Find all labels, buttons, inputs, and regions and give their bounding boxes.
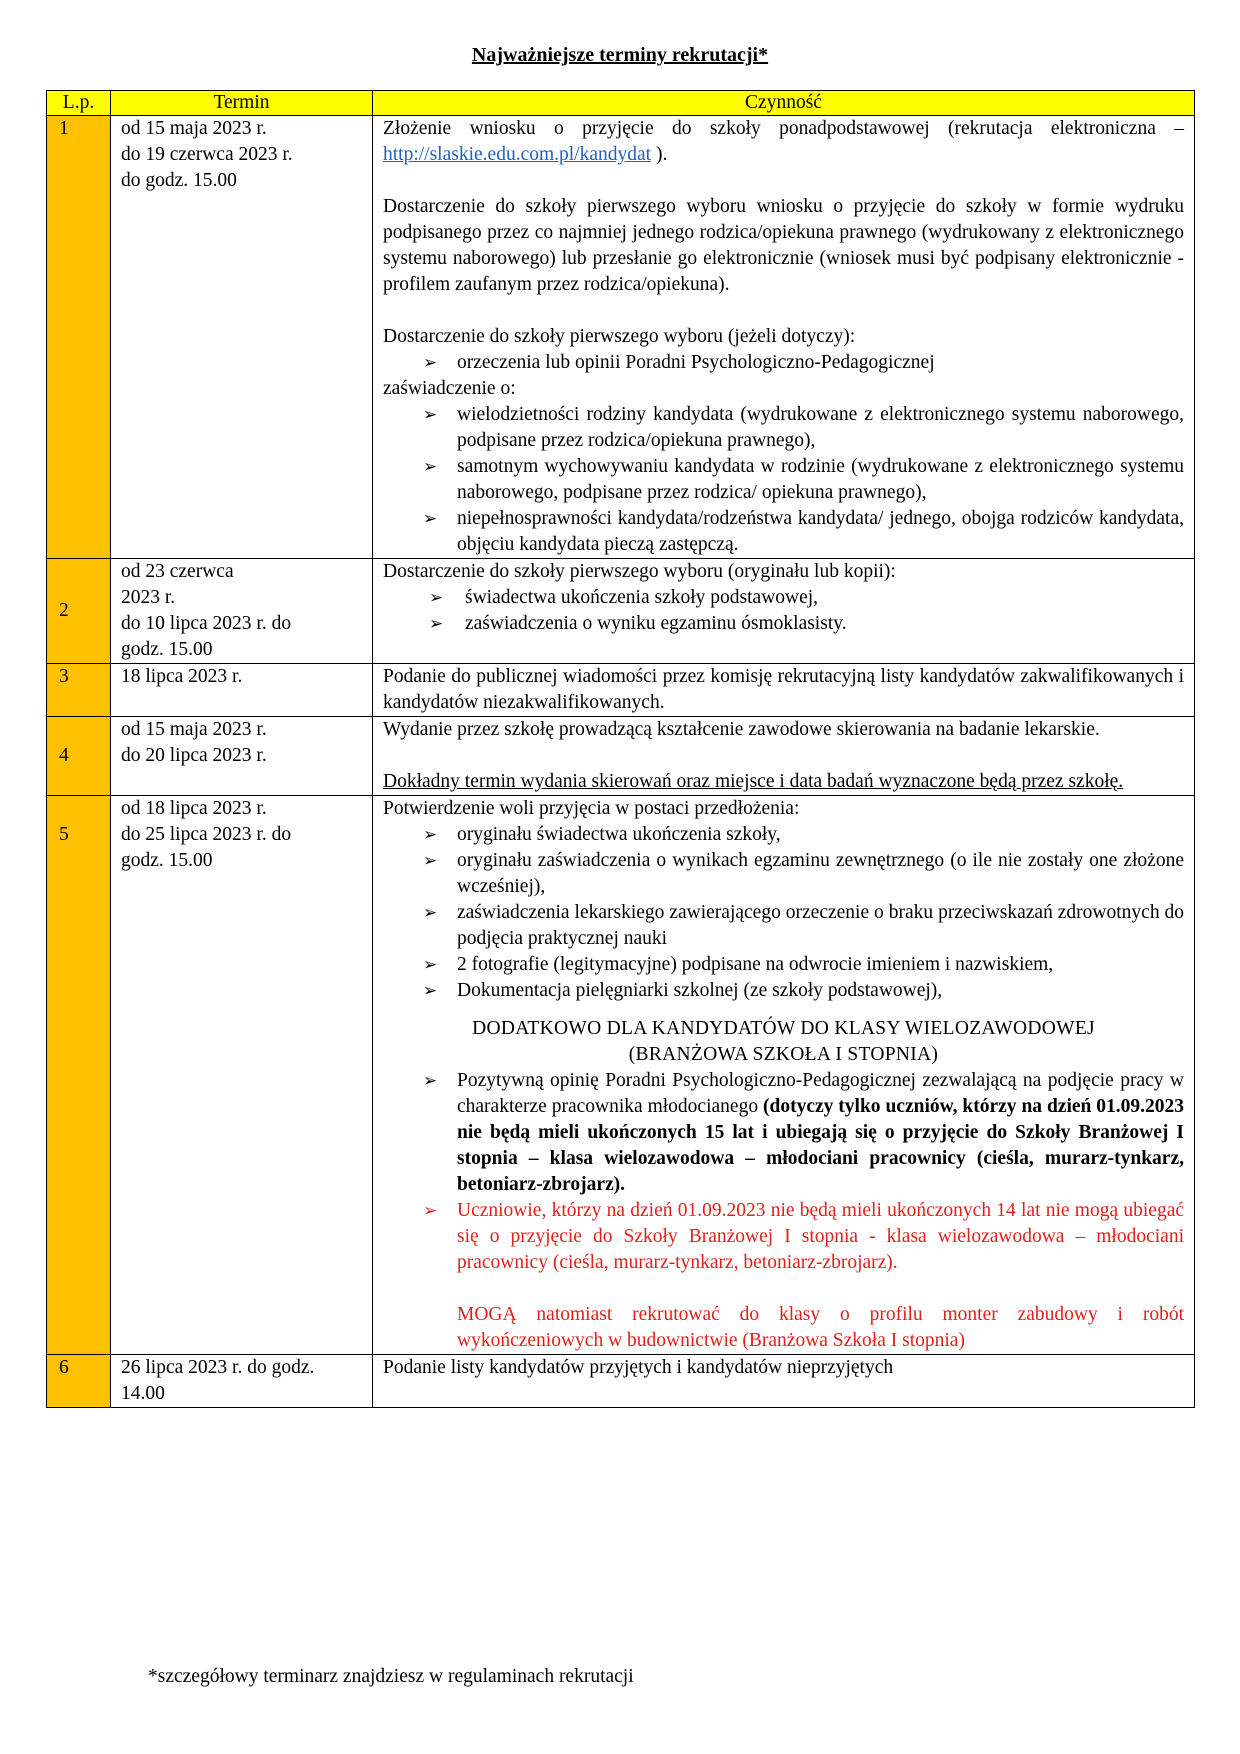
list-item: ➢ Dokumentacja pielęgniarki szkolnej (ze szkoły podstawowej), <box>383 978 1184 1004</box>
recruitment-schedule-table <box>46 90 1195 1408</box>
kandydat-link[interactable]: http://slaskie.edu.com.pl/kandydat <box>383 144 652 165</box>
list-item: ➢ wielodzietności rodziny kandydata (wydrukowane z elektronicznego systemu naborowego, podpisane przez rodzica/opiekuna prawnego), <box>383 402 1184 454</box>
term-line: do 25 lipca 2023 r. do <box>121 824 292 845</box>
bullet-list <box>383 585 1184 637</box>
action-paragraph: Dokładny termin wydania skierowań oraz miejsce i data badań wyznaczone będą przez szkołę. <box>383 771 1124 792</box>
list-item: ➢ zaświadczenia lekarskiego zawierającego orzeczenie o braku przeciwskazań zdrowotnych do podjęcia praktycznej nauki <box>383 900 1184 952</box>
row-number: 4 <box>47 717 111 796</box>
row-number: 2 <box>47 559 111 664</box>
table-header-row <box>47 91 1195 116</box>
page-title: Najważniejsze terminy rekrutacji* <box>471 44 769 66</box>
list-item: ➢ zaświadczenia o wyniku egzaminu ósmoklasisty. <box>383 611 1184 637</box>
action-paragraph: Dostarczenie do szkoły pierwszego wyboru (jeżeli dotyczy): <box>383 326 856 347</box>
action-paragraph: zaświadczenie o: <box>383 378 516 399</box>
row-action <box>373 1355 1195 1408</box>
list-item: ➢ świadectwa ukończenia szkoły podstawowej, <box>383 585 1184 611</box>
term-line: od 23 czerwca <box>121 561 234 582</box>
bullet-list <box>383 402 1184 558</box>
term-line: od 15 maja 2023 r. <box>121 719 267 740</box>
table-row <box>47 559 1195 664</box>
row-term <box>111 664 373 717</box>
action-paragraph: Podanie do publicznej wiadomości przez komisję rekrutacyjną listy kandydatów zakwalifikowanych i kandydatów niezakwalifikowanych. <box>383 666 1184 713</box>
row-action <box>373 116 1195 559</box>
action-paragraph: Wydanie przez szkołę prowadzącą kształcenie zawodowe skierowania na badanie lekarskie. <box>383 719 1100 740</box>
table-row <box>47 1355 1195 1408</box>
section-heading: DODATKOWO DLA KANDYDATÓW DO KLASY WIELOZAWODOWEJ (BRANŻOWA SZKOŁA I STOPNIA) <box>472 1018 1095 1065</box>
table-row <box>47 116 1195 559</box>
row-term <box>111 1355 373 1408</box>
footnote: *szczegółowy terminarz znajdziesz w regulaminach rekrutacji <box>148 1666 634 1687</box>
bullet-list <box>383 822 1184 1004</box>
row-action <box>373 559 1195 664</box>
term-line: 26 lipca 2023 r. do godz. <box>121 1357 315 1378</box>
row-number: 1 <box>47 116 111 559</box>
list-item: ➢ 2 fotografie (legitymacyjne) podpisane na odwrocie imieniem i nazwiskiem, <box>383 952 1184 978</box>
term-line: 18 lipca 2023 r. <box>121 666 243 687</box>
row-term <box>111 559 373 664</box>
row-number: 6 <box>47 1355 111 1408</box>
action-paragraph: Dostarczenie do szkoły pierwszego wyboru (oryginału lub kopii): <box>383 561 896 582</box>
header-term: Termin <box>111 91 373 116</box>
header-lp: L.p. <box>47 91 111 116</box>
list-item: ➢ niepełnosprawności kandydata/rodzeństwa kandydata/ jednego, obojga rodziców kandydata, objęciu kandydata pieczą zastępczą. <box>383 506 1184 558</box>
term-line: do 20 lipca 2023 r. <box>121 745 267 766</box>
table-row <box>47 717 1195 796</box>
term-line: do 19 czerwca 2023 r. <box>121 144 293 165</box>
row-action <box>373 796 1195 1355</box>
list-item: ➢ Pozytywną opinię Poradni Psychologiczno-Pedagogicznej zezwalającą na podjęcie pracy w charakterze pracownika młodocianego (dotyczy tylko uczniów, którzy na dzień 01.09.2023 nie będą mieli ukończonych 15 lat i ubiegają się o przyjęcie do Szkoły Branżowej I stopnia – klasa wielozawodowa – młodociani pracownicy (cieśla, murarz-tynkarz, betoniarz-zbrojarz). <box>383 1068 1184 1198</box>
table-row <box>47 796 1195 1355</box>
row-number: 5 <box>47 796 111 1355</box>
row-term <box>111 796 373 1355</box>
row-action <box>373 717 1195 796</box>
term-line: do godz. 15.00 <box>121 170 237 191</box>
term-line: do 10 lipca 2023 r. do <box>121 613 292 634</box>
header-action: Czynność <box>373 91 1195 116</box>
row-term <box>111 116 373 559</box>
action-paragraph: MOGĄ natomiast rekrutować do klasy o profilu monter zabudowy i robót wykończeniowych w budownictwie (Branżowa Szkoła I stopnia) <box>457 1304 1184 1351</box>
row-action <box>373 664 1195 717</box>
bullet-list <box>383 350 1184 376</box>
term-line: 2023 r. <box>121 587 176 608</box>
row-number: 3 <box>47 664 111 717</box>
list-item: ➢ samotnym wychowywaniu kandydata w rodzinie (wydrukowane z elektronicznego systemu naborowego, podpisane przez rodzica/ opiekuna prawnego), <box>383 454 1184 506</box>
action-paragraph: Dostarczenie do szkoły pierwszego wyboru wniosku o przyjęcie do szkoły w formie wydruku podpisanego przez co najmniej jednego rodzica/opiekuna prawnego (wydrukowany z elektronicznego systemu naborowego) lub przesłanie go elektronicznie (wniosek musi być podpisany elektronicznie -profilem zaufanym przez rodzica/opiekuna). <box>383 196 1184 295</box>
bullet-list <box>383 1068 1184 1276</box>
term-line: 14.00 <box>121 1383 165 1404</box>
list-item: ➢ oryginału zaświadczenia o wynikach egzaminu zewnętrznego (o ile nie zostały one złożone wcześniej), <box>383 848 1184 900</box>
term-line: godz. 15.00 <box>121 639 213 660</box>
action-paragraph: Podanie listy kandydatów przyjętych i kandydatów nieprzyjętych <box>383 1357 894 1378</box>
list-item: ➢ Uczniowie, którzy na dzień 01.09.2023 nie będą mieli ukończonych 14 lat nie mogą ubiegać się o przyjęcie do Szkoły Branżowej I stopnia - klasa wielozawodowa – młodociani pracownicy (cieśla, murarz-tynkarz, betoniarz-zbrojarz). <box>383 1198 1184 1276</box>
term-line: od 15 maja 2023 r. <box>121 118 267 139</box>
action-paragraph: Złożenie wniosku o przyjęcie do szkoły ponadpodstawowej (rekrutacja elektroniczna – http://slaskie.edu.com.pl/kandydat ). <box>383 118 1184 165</box>
row-term <box>111 717 373 796</box>
list-item: ➢ orzeczenia lub opinii Poradni Psychologiczno-Pedagogicznej <box>383 350 1184 376</box>
list-item: ➢ oryginału świadectwa ukończenia szkoły, <box>383 822 1184 848</box>
term-line: od 18 lipca 2023 r. <box>121 798 267 819</box>
action-paragraph: Potwierdzenie woli przyjęcia w postaci przedłożenia: <box>383 798 800 819</box>
table-row <box>47 664 1195 717</box>
term-line: godz. 15.00 <box>121 850 213 871</box>
